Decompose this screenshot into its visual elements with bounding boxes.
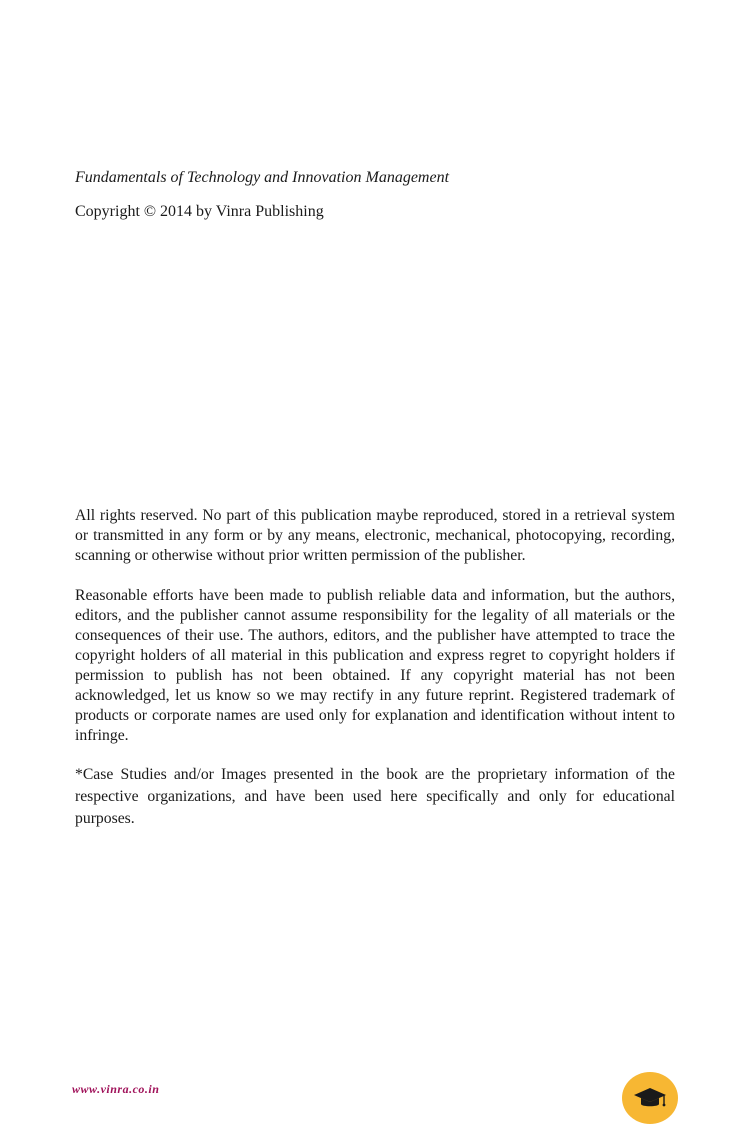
footer-website-link[interactable]: www.vinra.co.in — [72, 1082, 160, 1096]
publisher-logo — [622, 1072, 678, 1124]
copyright-line: Copyright © 2014 by Vinra Publishing — [75, 203, 324, 220]
legal-notice — [75, 506, 675, 850]
graduation-cap-icon — [633, 1085, 667, 1111]
book-title: Fundamentals of Technology and Innovation Management — [75, 169, 450, 186]
rights-paragraph: All rights reserved. No part of this publication maybe reproduced, stored in a retrieval system or transmitted in any form or by any means, electronic, mechanical, photocopying, recording, scanning or otherwise without prior written permission of the publisher. — [75, 507, 675, 564]
disclaimer-paragraph: Reasonable efforts have been made to publish reliable data and information, but the authors, editors, and the publisher cannot assume responsibility for the legality of all materials or the consequences of their use. The authors, editors, and the publisher have attempted to trace the copyright holders of all material in this publication and express regret to copyright holders if permission to publish has not been obtained. If any copyright material has not been acknowledged, let us know so we may rectify in any future reprint. Registered trademark of products or corporate names are used only for explanation and identification without intent to infringe. — [75, 587, 675, 744]
case-study-note: *Case Studies and/or Images presented in the book are the proprietary information of the respective organizations, and have been used here specifically and only for educational purposes. — [75, 766, 675, 827]
